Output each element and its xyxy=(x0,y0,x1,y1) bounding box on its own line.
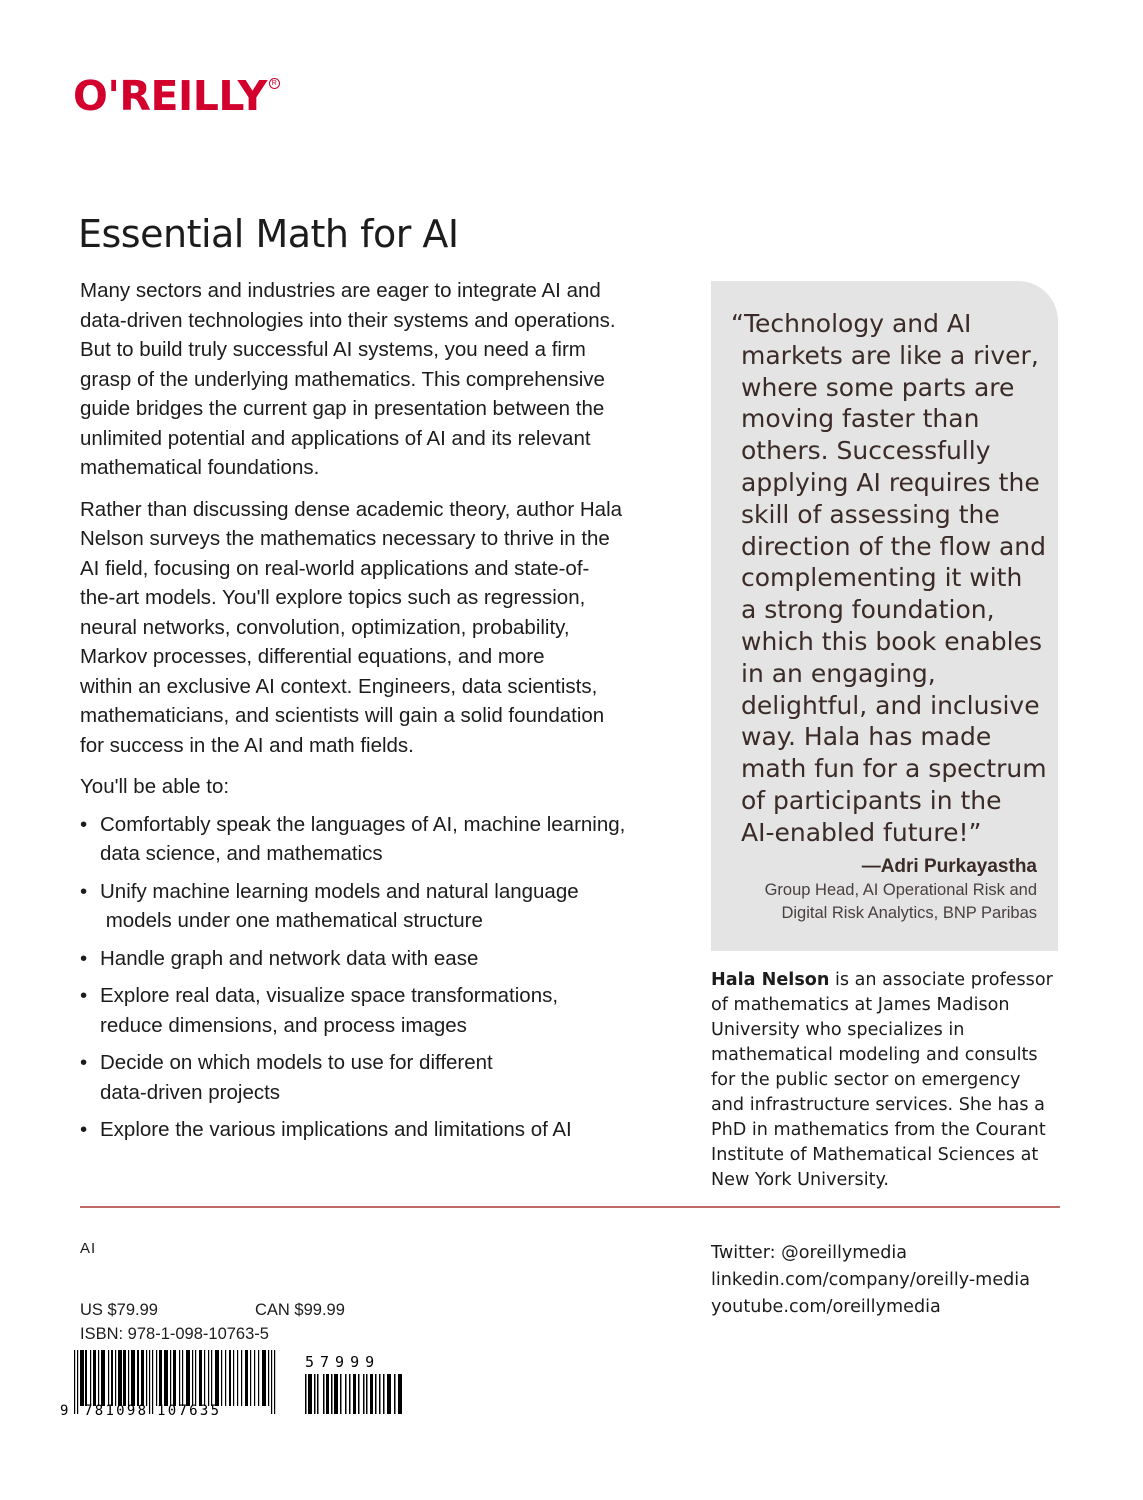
youtube-link[interactable]: youtube.com/oreillymedia xyxy=(711,1297,941,1317)
text-line: for the public sector on emergency xyxy=(711,1070,1021,1090)
linkedin-link[interactable]: linkedin.com/company/oreilly-media xyxy=(711,1270,1030,1290)
text-line: and infrastructure services. She has a xyxy=(711,1095,1045,1115)
text-line: mathematicians, and scientists will gain a solid foundation xyxy=(80,704,605,727)
quote-author: —Adri Purkayastha xyxy=(861,856,1037,877)
isbn: ISBN: 978-1-098-10763-5 xyxy=(80,1325,269,1343)
text-line: • Explore the various implications and limitations of AI xyxy=(100,1118,572,1141)
able-to-heading: You'll be able to: xyxy=(80,775,230,798)
twitter-link[interactable]: Twitter: @oreillymedia xyxy=(711,1243,908,1263)
text-line: markets are like a river, xyxy=(741,340,1039,370)
text-line: which this book enables xyxy=(741,626,1042,656)
price-can: CAN $99.99 xyxy=(255,1301,345,1319)
text-line: where some parts are xyxy=(741,372,1015,402)
registered-trademark-icon: R xyxy=(269,78,280,89)
description-paragraph-2 xyxy=(80,495,680,761)
description-column xyxy=(80,276,680,1153)
text-line: direction of the flow and xyxy=(741,531,1046,561)
text-line: math fun for a spectrum xyxy=(741,754,1047,784)
text-line: mathematical foundations. xyxy=(80,456,320,479)
oreilly-logo xyxy=(73,72,280,120)
text-line: neural networks, convolution, optimization, probability, xyxy=(80,615,570,639)
footer-divider xyxy=(80,1206,1060,1208)
text-line: within an exclusive AI context. Engineers, data scientists, xyxy=(80,674,598,698)
svg-text:57999: 57999 xyxy=(305,1354,381,1371)
text-line: way. Hala has made xyxy=(741,722,992,752)
text-line: • Unify machine learning models and natural language xyxy=(100,879,579,903)
text-line: complementing it with xyxy=(741,563,1023,593)
text-line: in an engaging, xyxy=(741,658,936,688)
author-bio xyxy=(711,968,1061,1193)
text-line: guide bridges the current gap in presentation between the xyxy=(80,397,605,420)
text-line: “Technology and AI xyxy=(731,309,972,338)
text-line: Nelson surveys the mathematics necessary to thrive in the xyxy=(80,527,610,550)
text-line: data-driven projects xyxy=(100,1080,281,1104)
benefit-item xyxy=(80,1115,680,1145)
text-line: University who specializes in xyxy=(711,1020,965,1040)
text-line: delightful, and inclusive xyxy=(741,690,1040,720)
svg-text:107635: 107635 xyxy=(157,1403,222,1415)
text-line: Markov processes, differential equations, and more xyxy=(80,645,545,668)
price-us: US $79.99 xyxy=(80,1301,158,1319)
text-line: AI-enabled future!” xyxy=(741,817,982,847)
text-line: Rather than discussing dense academic theory, author Hala xyxy=(80,497,623,521)
text-line: models under one mathematical structure xyxy=(100,909,483,932)
text-line: Institute of Mathematical Sciences at xyxy=(711,1145,1039,1165)
text-line: others. Successfully xyxy=(741,436,991,466)
benefit-item xyxy=(80,944,680,974)
text-line: New York University. xyxy=(711,1170,889,1190)
text-line: AI field, focusing on real-world applications and state-of- xyxy=(80,556,590,580)
text-line: skill of assessing the xyxy=(741,499,1000,529)
text-line: moving faster than xyxy=(741,404,980,434)
quote-author-role: Digital Risk Analytics, BNP Paribas xyxy=(781,904,1037,922)
text-line: • Decide on which models to use for different xyxy=(100,1051,493,1074)
category-label: AI xyxy=(80,1240,97,1257)
text-line: for success in the AI and math fields. xyxy=(80,733,414,757)
price-addon-barcode-icon xyxy=(303,1354,407,1414)
text-line xyxy=(711,968,1061,993)
text-line: But to build truly successful AI systems, you need a firm xyxy=(80,338,586,361)
book-title: Essential Math for AI xyxy=(78,212,459,256)
benefit-item xyxy=(80,981,680,1040)
endorsement-quote-box xyxy=(711,281,1058,951)
text-fragment: is an associate professor xyxy=(829,970,1053,990)
svg-text:781098: 781098 xyxy=(84,1403,149,1415)
text-line: • Handle graph and network data with ease xyxy=(100,946,479,970)
benefit-item xyxy=(80,1048,680,1107)
isbn-barcode-icon xyxy=(60,1350,285,1415)
barcode-digit-lead: 9 xyxy=(60,1403,69,1415)
text-line: grasp of the underlying mathematics. This comprehensive xyxy=(80,367,605,391)
description-paragraph-1 xyxy=(80,276,680,483)
quote-attribution xyxy=(765,854,1037,925)
benefits-list xyxy=(80,810,680,1145)
text-line: of mathematics at James Madison xyxy=(711,995,1010,1015)
benefit-item xyxy=(80,877,680,936)
text-line: reduce dimensions, and process images xyxy=(100,1013,467,1037)
text-line: data science, and mathematics xyxy=(100,842,383,865)
text-line: • Explore real data, visualize space transformations, xyxy=(100,984,559,1007)
benefit-item xyxy=(80,810,680,869)
price-row xyxy=(80,1301,345,1320)
quote-text xyxy=(731,308,1047,849)
text-line: Many sectors and industries are eager to integrate AI and xyxy=(80,279,601,302)
text-line: mathematical modeling and consults xyxy=(711,1045,1038,1065)
author-name: Hala Nelson xyxy=(711,970,830,990)
text-line: applying AI requires the xyxy=(741,467,1040,497)
text-line: PhD in mathematics from the Courant xyxy=(711,1120,1046,1140)
social-links xyxy=(711,1240,1030,1321)
text-line: of participants in the xyxy=(741,785,1002,815)
text-line: data-driven technologies into their systems and operations. xyxy=(80,308,616,332)
quote-author-role: Group Head, AI Operational Risk and xyxy=(764,881,1037,899)
text-line: • Comfortably speak the languages of AI, machine learning, xyxy=(100,812,626,836)
text-line: unlimited potential and applications of AI and its relevant xyxy=(80,426,591,450)
text-line: a strong foundation, xyxy=(741,595,995,625)
text-line: the-art models. You'll explore topics such as regression, xyxy=(80,586,586,609)
logo-text: O'REILLY xyxy=(73,72,267,120)
